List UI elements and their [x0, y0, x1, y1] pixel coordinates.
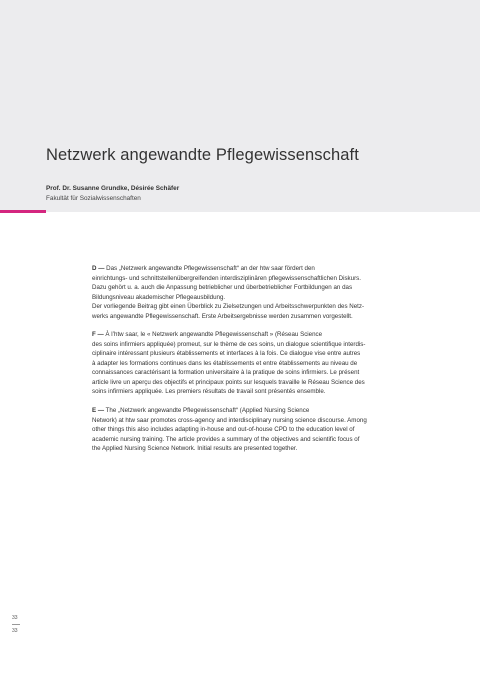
abstract-line: E — The „Netzwerk angewandte Pflegewissenschaft“ (Applied Nursing Science: [92, 407, 310, 414]
page-number-divider: [12, 624, 20, 625]
language-label: E —: [92, 407, 105, 414]
abstract-line: Der vorliegende Beitrag gibt einen Überblick zu Zielsetzungen und Arbeitsschwerpunkten des Netz-: [92, 303, 365, 310]
authors: Prof. Dr. Susanne Grundke, Désirée Schäfer: [46, 185, 180, 192]
abstract-line: connaissances caractérisant la formation universitaire à la pratique de soins infirmiers. Le présent: [92, 369, 360, 376]
accent-bar: [0, 210, 46, 213]
abstract-line: Network) at htw saar promotes cross-agency and interdisciplinary nursing science discourse. Among: [92, 416, 367, 424]
article-title: Netzwerk angewandte Pflegewissenschaft: [46, 146, 359, 164]
abstract-line: Dazu gehört u. a. auch die Anpassung betrieblicher und überbetrieblicher Fortbildungen an das: [92, 284, 353, 291]
abstract-german: [92, 264, 382, 321]
abstract-line: ciplinaire intéressant plusieurs établissements et interfaces à la fois. Ce dialogue vise entre autres: [92, 350, 361, 357]
abstract-line: other things this also includes adapting in-house and out-of-house CPD to the education level of: [92, 426, 355, 433]
language-label: F —: [92, 331, 104, 338]
abstract-french: [92, 330, 382, 397]
abstract-line: Bildungsniveau akademischer Pflegeausbildung.: [92, 293, 226, 301]
abstract-line: werks angewandte Pflegewissenschaft. Erste Arbeitsergebnisse werden zusammen vorgestellt.: [92, 312, 353, 320]
abstract-line: F — À l’htw saar, le « Netzwerk angewandte Pflegewissenschaft » (Réseau Science: [92, 331, 323, 338]
abstract-line: the Applied Nursing Science Network. Initial results are presented together.: [92, 445, 298, 452]
header-band: [0, 0, 480, 212]
abstract-line: article livre un aperçu des objectifs et principaux points sur lesquels travaille le Réseau Science des: [92, 378, 365, 386]
abstract-line: soins infirmiers appliquée. Les premiers résultats de travail sont présentés ensemble.: [92, 388, 326, 395]
abstract-line: des soins infirmiers appliquée) promeut, sur le thème de ces soins, un dialogue scientifique interdis-: [92, 340, 366, 348]
abstract-english: [92, 406, 382, 454]
abstract-line: à adapter les formations continues dans les établissements et entre établissements au niveau de: [92, 359, 358, 367]
abstract-line: academic nursing training. The article provides a summary of the objectives and scientific focus of: [92, 435, 360, 443]
page-number: 33: [12, 628, 18, 634]
abstract-line: einrichtungs- und schnittstellenübergreifenden interdisziplinären pflegewissenschaftlichen Diskurs.: [92, 274, 361, 282]
faculty: Fakultät für Sozialwissenschaften: [46, 195, 141, 202]
page-number: 33: [12, 615, 18, 621]
abstract-line: D — Das „Netzwerk angewandte Pflegewissenschaft“ an der htw saar fördert den: [92, 265, 315, 272]
language-label: D —: [92, 265, 105, 272]
